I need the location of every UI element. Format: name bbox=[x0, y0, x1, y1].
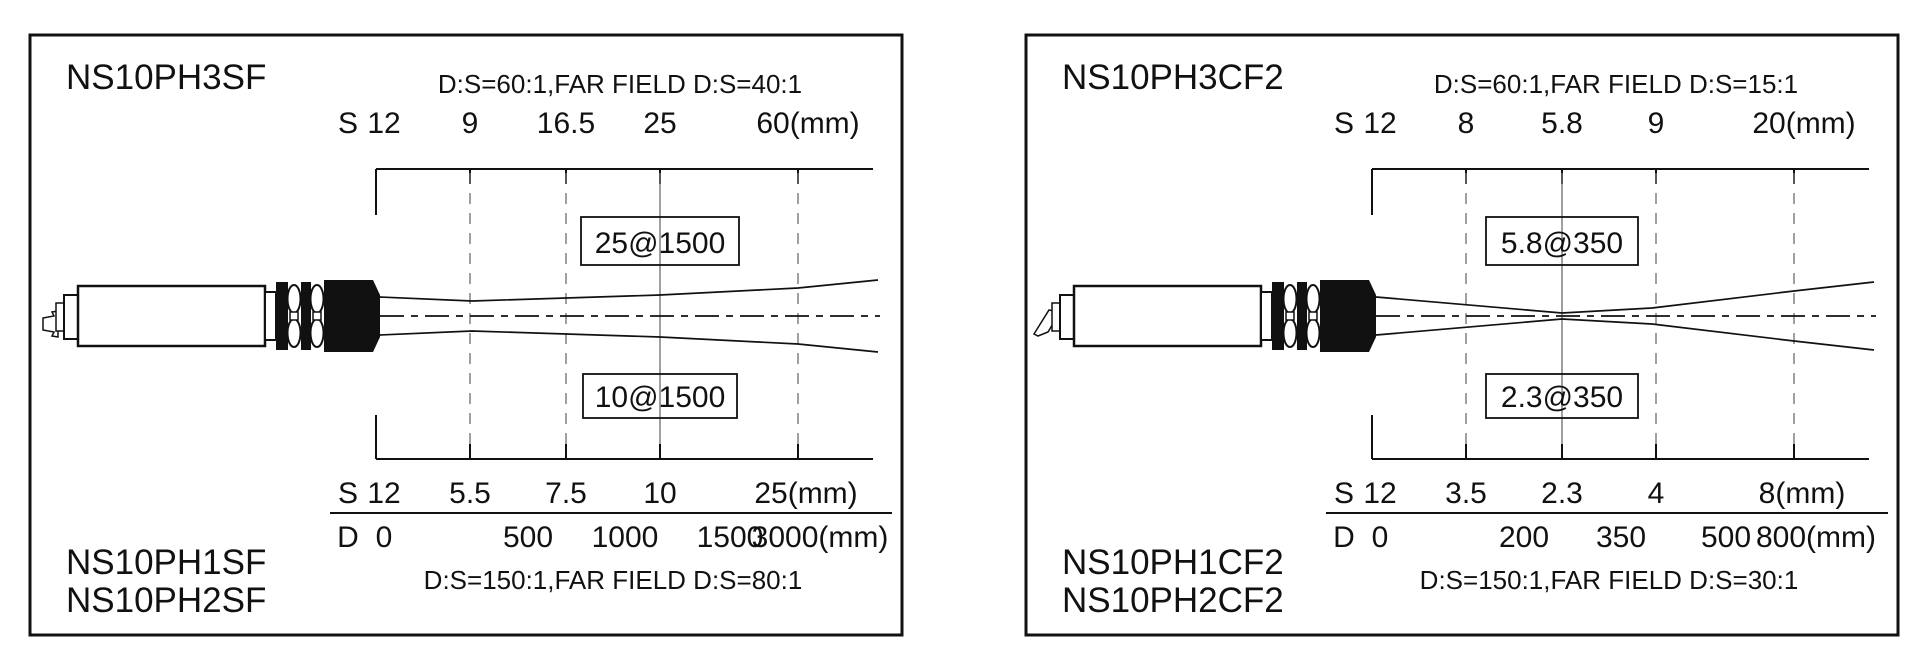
bottom-d-value: 0 bbox=[375, 521, 393, 554]
sensor-body bbox=[78, 286, 265, 346]
sensor-threaded-nose bbox=[324, 280, 373, 352]
bottom-d-value: 500 bbox=[1700, 521, 1752, 554]
model-name-alt-2: NS10PH2CF2 bbox=[1062, 581, 1284, 620]
top-scale-value: 12 bbox=[367, 107, 401, 140]
beam-envelope bbox=[1376, 282, 1876, 350]
bottom-scale-d-labels bbox=[337, 521, 888, 554]
bottom-d-value: 1000 bbox=[591, 521, 659, 554]
panel-cf2-diagram bbox=[1024, 33, 1900, 637]
top-scale-value: 60(mm) bbox=[756, 107, 860, 140]
spot-top-label: 25@1500 bbox=[594, 227, 726, 260]
bottom-d-value: 350 bbox=[1595, 521, 1647, 554]
sensor-illustration bbox=[1034, 280, 1376, 352]
bottom-s-value: 12 bbox=[1363, 477, 1397, 510]
ratio-text-bottom: D:S=150:1,FAR FIELD D:S=80:1 bbox=[423, 565, 803, 595]
bottom-scale-s-labels bbox=[338, 477, 858, 510]
spot-bottom-label: 2.3@350 bbox=[1500, 381, 1624, 414]
beam-bottom-line bbox=[1376, 319, 1874, 350]
top-scale-axis: S bbox=[1333, 107, 1355, 140]
ratio-text-bottom: D:S=150:1,FAR FIELD D:S=30:1 bbox=[1419, 565, 1799, 595]
beam-envelope bbox=[380, 280, 880, 352]
top-scale-value: 9 bbox=[1647, 107, 1665, 140]
model-name-top: NS10PH3CF2 bbox=[1062, 58, 1284, 97]
sensor-threaded-nose bbox=[1320, 280, 1369, 352]
top-scale-value: 16.5 bbox=[536, 107, 596, 140]
top-scale-axis: S bbox=[337, 107, 359, 140]
bottom-s-value: 25(mm) bbox=[754, 477, 858, 510]
top-scale-value: 25 bbox=[643, 107, 677, 140]
bottom-d-axis: D bbox=[337, 521, 359, 554]
model-name-alt-1: NS10PH1SF bbox=[66, 543, 267, 582]
bottom-s-value: 3.5 bbox=[1445, 477, 1487, 510]
bottom-scale-s-labels bbox=[1334, 477, 1845, 510]
bottom-d-value: 800(mm) bbox=[1755, 521, 1877, 554]
spot-top-label: 5.8@350 bbox=[1500, 227, 1624, 260]
top-scale-labels bbox=[338, 107, 860, 140]
sensor-illustration bbox=[43, 280, 380, 352]
bottom-s-value: 2.3 bbox=[1541, 477, 1583, 510]
model-name-top: NS10PH3SF bbox=[66, 58, 267, 97]
spot-callout-bottom bbox=[583, 374, 737, 418]
sensor-body bbox=[1074, 286, 1261, 346]
bottom-s-value: 10 bbox=[643, 477, 677, 510]
beam-top-line bbox=[380, 280, 878, 301]
beam-bottom-line bbox=[380, 331, 878, 352]
ratio-text-top: D:S=60:1,FAR FIELD D:S=15:1 bbox=[1433, 69, 1799, 99]
bottom-d-value: 500 bbox=[502, 521, 554, 554]
bottom-s-value: 4 bbox=[1647, 477, 1665, 510]
bottom-d-value: 200 bbox=[1498, 521, 1550, 554]
model-name-alt-1: NS10PH1CF2 bbox=[1062, 543, 1284, 582]
bottom-s-value: 8(mm) bbox=[1758, 477, 1846, 510]
top-scale-labels bbox=[1334, 107, 1856, 140]
bottom-scale-d-labels bbox=[1333, 521, 1876, 554]
model-name-alt-2: NS10PH2SF bbox=[66, 581, 267, 620]
bottom-s-axis: S bbox=[1333, 477, 1355, 510]
bottom-d-value: 0 bbox=[1371, 521, 1389, 554]
spot-callout-bottom bbox=[1486, 374, 1638, 418]
top-scale-value: 20(mm) bbox=[1752, 107, 1856, 140]
bottom-d-axis: D bbox=[1333, 521, 1355, 554]
bottom-s-axis: S bbox=[337, 477, 359, 510]
top-scale-value: 9 bbox=[461, 107, 479, 140]
beam-top-line bbox=[1376, 282, 1874, 313]
spot-bottom-label: 10@1500 bbox=[594, 381, 726, 414]
top-scale-value: 8 bbox=[1457, 107, 1475, 140]
panel-sf-diagram bbox=[28, 33, 904, 637]
bottom-s-value: 12 bbox=[367, 477, 401, 510]
bottom-d-value: 3000(mm) bbox=[751, 521, 889, 554]
bottom-d-value: 1500 bbox=[696, 521, 764, 554]
bottom-s-value: 7.5 bbox=[545, 477, 587, 510]
ratio-text-top: D:S=60:1,FAR FIELD D:S=40:1 bbox=[437, 69, 803, 99]
top-scale-value: 5.8 bbox=[1541, 107, 1583, 140]
bottom-s-value: 5.5 bbox=[449, 477, 491, 510]
top-scale-value: 12 bbox=[1363, 107, 1397, 140]
